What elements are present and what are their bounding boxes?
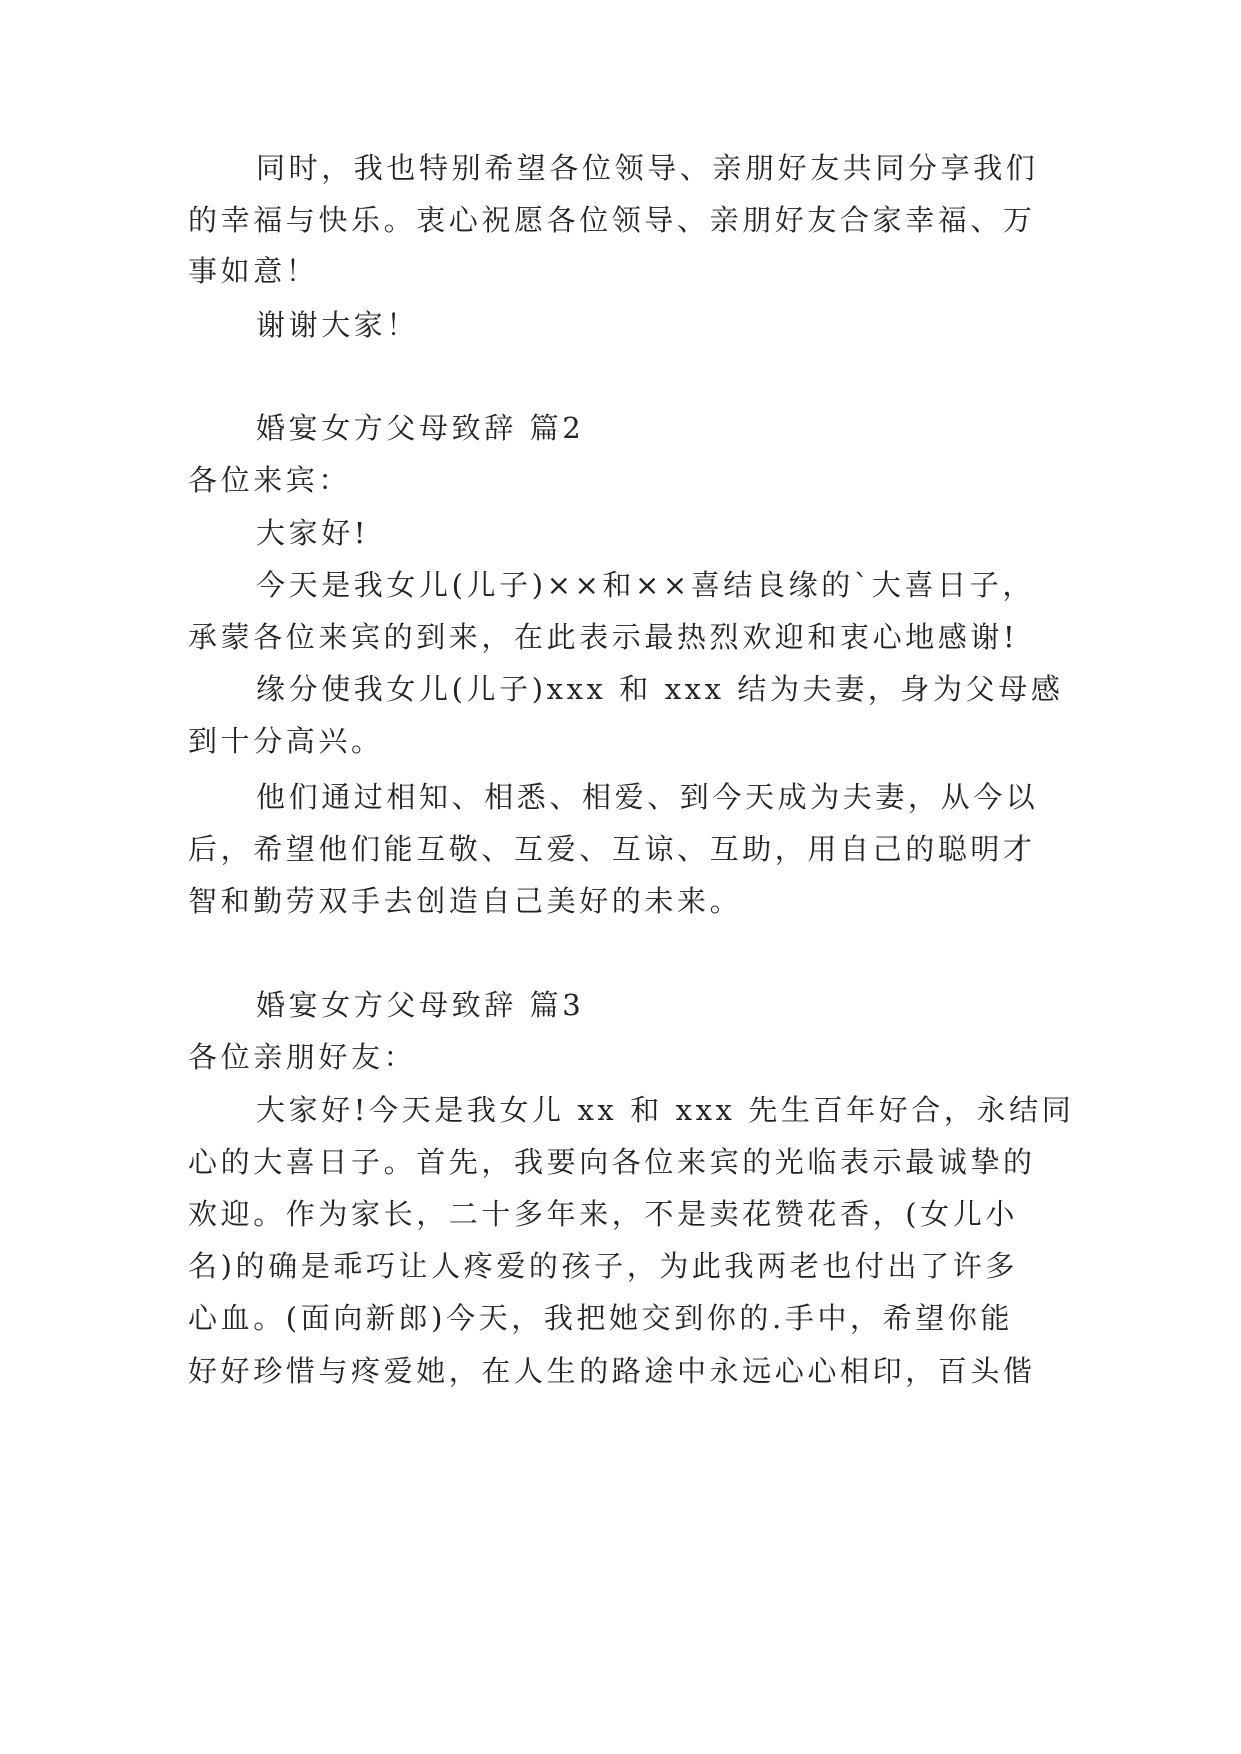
salutation: 各位亲朋好友： [188,1040,417,1074]
paragraph-line: 谢谢大家！ [256,308,420,342]
section-heading: 婚宴女方父母致辞 篇3 [256,988,585,1022]
paragraph-line: 今天是我女儿(儿子)××和××喜结良缘的`大喜日子， [256,568,1035,602]
paragraph-line: 心的大喜日子。首先，我要向各位来宾的光临表示最诚挚的 [188,1145,1036,1179]
paragraph-line: 的幸福与快乐。衷心祝愿各位领导、亲朋好友合家幸福、万 [188,203,1036,237]
paragraph-line: 好好珍惜与疼爱她，在人生的路途中永远心心相印，百头偕 [188,1354,1036,1388]
paragraph-line: 后，希望他们能互敬、互爱、互谅、互助，用自己的聪明才 [188,832,1036,866]
greeting: 大家好! [256,516,370,550]
section-heading: 婚宴女方父母致辞 篇2 [256,411,585,445]
paragraph-line: 到十分高兴。 [188,724,384,758]
paragraph-line: 名)的确是乖巧让人疼爱的孩子，为此我两老也付出了许多 [188,1249,1018,1283]
paragraph-line: 同时，我也特别希望各位领导、亲朋好友共同分享我们 [256,151,1039,185]
paragraph-line: 大家好!今天是我女儿 xx 和 xxx 先生百年好合，永结同 [256,1093,1075,1127]
paragraph-line: 承蒙各位来宾的到来，在此表示最热烈欢迎和衷心地感谢! [188,620,1019,654]
salutation: 各位来宾： [188,463,352,497]
paragraph-line: 缘分使我女儿(儿子)xxx 和 xxx 结为夫妻，身为父母感 [256,672,1064,706]
paragraph-line: 心血。(面向新郎)今天，我把她交到你的.手中，希望你能 [188,1301,1014,1335]
paragraph-line: 智和勤劳双手去创造自己美好的未来。 [188,884,743,918]
paragraph-line: 欢迎。作为家长，二十多年来，不是卖花赞花香，(女儿小 [188,1197,1018,1231]
paragraph-line: 他们通过相知、相悉、相爱、到今天成为夫妻，从今以 [256,780,1039,814]
paragraph-line: 事如意！ [188,254,319,288]
